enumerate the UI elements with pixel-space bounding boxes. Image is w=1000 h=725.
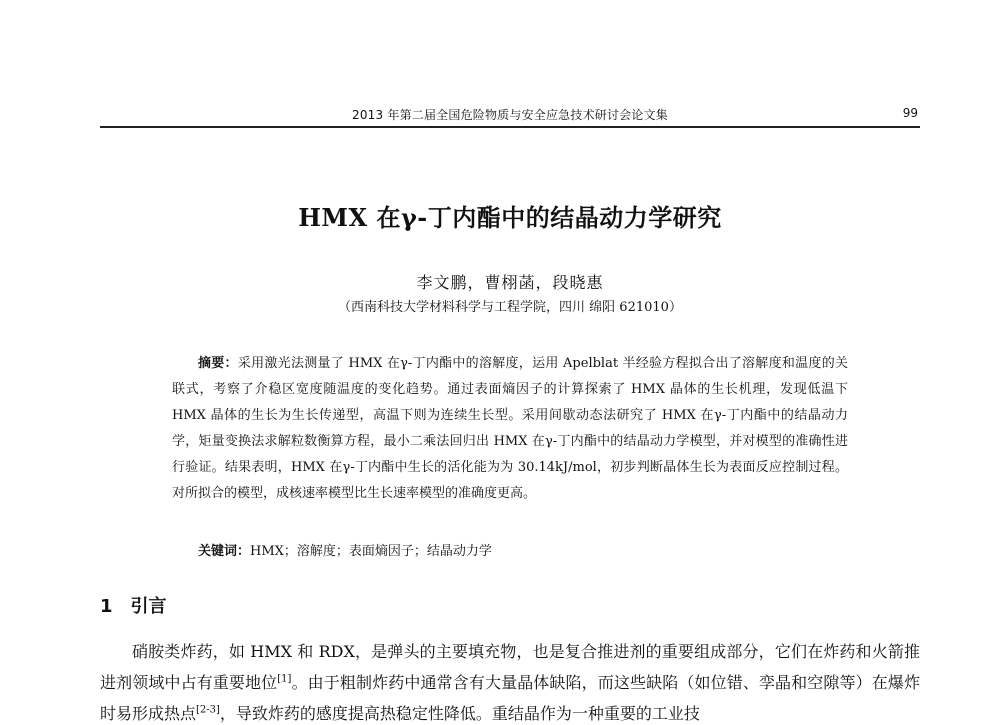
body-text-part-3: ，导致炸药的感度提高热稳定性降低。重结晶作为一种重要的工业技: [219, 704, 700, 723]
abstract: [172, 351, 848, 507]
body-text-part-1: 硝胺类炸药，如 HMX 和 RDX，是弹头的主要填充物，也是复合推进剂的重要组成部分，它们在炸药和火箭推进剂领域中占有重要地位: [100, 642, 920, 692]
section-title: 引言: [130, 596, 167, 617]
page-number: 99: [902, 106, 918, 120]
abstract-text: 采用激光法测量了 HMX 在γ-丁内酯中的溶解度，运用 Apelblat 半经验方程拟合出了溶解度和温度的关联式，考察了介稳区宽度随温度的变化趋势。通过表面熵因子的计算探索了 HMX 晶体的生长机理，发现低温下 HMX 晶体的生长为生长传递型，高温下则为连续生长型。采用间歇动态法研究了 HMX 在γ-丁内酯中的结晶动力学，矩量变换法求解粒数衡算方程，最小二乘法回归出 HMX 在γ-丁内酯中的结晶动力学模型，并对模型的准确性进行验证。结果表明，HMX 在γ-丁内酯中生长的活化能为为 30.14kJ/mol，初步判断晶体生长为表面反应控制过程。对所拟合的模型，成核速率模型比生长速率模型的准确度更高。: [172, 356, 848, 501]
paper-authors: 李文鹏，曹栩菡，段晓惠: [416, 273, 604, 292]
section-heading-introduction: [100, 592, 167, 618]
body-text-part-2: 。由于粗制炸药中通常含有大量晶体缺陷，而这些缺陷（如位错、孪晶和空隙等）在爆炸时易形成热点: [100, 673, 920, 723]
keywords-label: 关键词：: [198, 544, 251, 559]
proceedings-title: 2013 年第二届全国危险物质与安全应急技术研讨会论文集: [352, 108, 668, 122]
keywords-text: HMX；溶解度；表面熵因子；结晶动力学: [250, 544, 492, 559]
citation-ref: [2-3]: [196, 704, 220, 716]
body-paragraph: [100, 636, 920, 725]
paper-title: HMX 在γ-丁内酯中的结晶动力学研究: [298, 203, 722, 232]
citation-ref: [1]: [277, 673, 292, 685]
keywords: [172, 539, 848, 565]
section-number: 1: [100, 596, 113, 617]
paper-affiliation: （西南科技大学材料科学与工程学院，四川 绵阳 621010）: [338, 300, 682, 315]
running-header: [100, 100, 920, 128]
abstract-label: 摘要：: [198, 356, 238, 371]
